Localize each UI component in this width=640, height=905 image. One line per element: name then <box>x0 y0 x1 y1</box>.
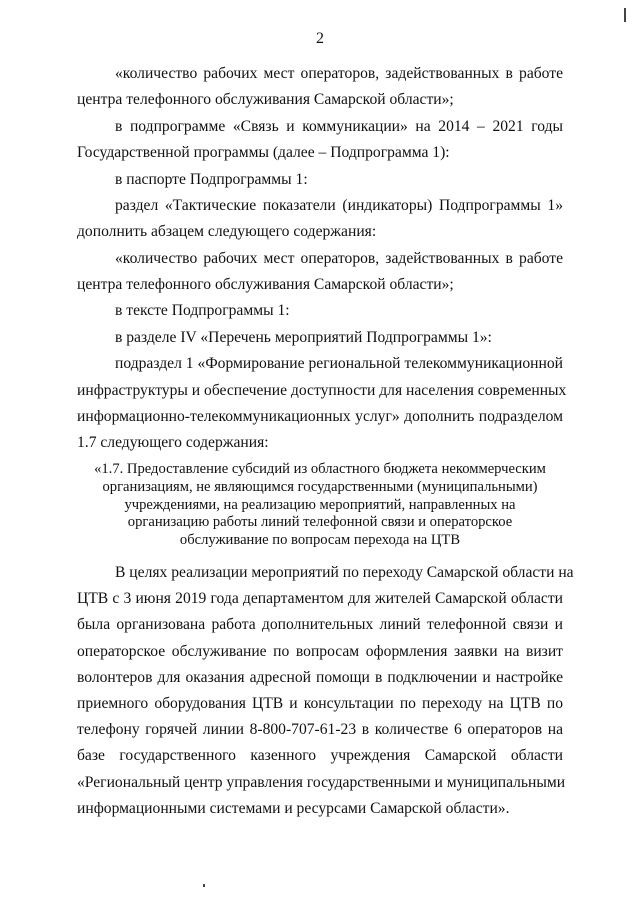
scan-mark <box>624 8 626 22</box>
text-line: приемного оборудования ЦТВ и консультации по переходу на ЦТВ по <box>77 695 563 712</box>
text-line: Государственной программы (далее – Подпрограмма 1): <box>77 144 450 161</box>
text-line: В целях реализации мероприятий по переходу Самарской области на <box>115 564 574 581</box>
text-line: в тексте Подпрограммы 1: <box>115 302 290 319</box>
text-line: «количество рабочих мест операторов, задействованных в работе <box>115 65 563 82</box>
text-line: «количество рабочих мест операторов, задействованных в работе <box>115 250 563 267</box>
text-line: операторское обслуживание по вопросам оформления заявки на визит <box>77 643 563 660</box>
text-line: информационно-телекоммуникационных услуг» дополнить подразделом <box>77 408 563 425</box>
text-line: «Региональный центр управления государственными и муниципальными <box>77 774 566 791</box>
text-line: ЦТВ с 3 июня 2019 года департаментом для жителей Самарской области <box>77 590 563 607</box>
text-line: центра телефонного обслуживания Самарской области»; <box>77 276 454 293</box>
text-line: раздел «Тактические показатели (индикаторы) Подпрограммы 1» <box>115 197 563 214</box>
text-line: инфраструктуры и обеспечение доступности для населения современных <box>77 382 567 399</box>
text-line: дополнить абзацем следующего содержания: <box>77 223 377 240</box>
text-line: в подпрограмме «Связь и коммуникации» на 2014 – 2021 годы <box>115 118 563 135</box>
text-line: информационными системами и ресурсами Самарской области». <box>77 800 510 817</box>
text-line: 1.7 следующего содержания: <box>77 434 269 451</box>
scan-mark <box>203 884 205 887</box>
text-line: телефону горячей линии 8-800-707-61-23 в количестве 6 операторов на <box>77 721 563 738</box>
quoted-heading-line: организацию работы линий телефонной связи и операторское <box>127 514 513 530</box>
text-line: центра телефонного обслуживания Самарской области»; <box>77 91 454 108</box>
page-number: 2 <box>316 30 324 47</box>
quoted-heading-line: организациям, не являющимся государственными (муниципальными) <box>102 479 538 495</box>
text-line: базе государственного казенного учреждения Самарской области <box>77 747 563 764</box>
quoted-heading-line: обслуживание по вопросам перехода на ЦТВ <box>179 532 461 548</box>
text-line: была организована работа дополнительных линий телефонной связи и <box>77 616 563 633</box>
quoted-heading-line: учреждениями, на реализацию мероприятий, направленных на <box>124 497 516 513</box>
text-line: в разделе IV «Перечень мероприятий Подпрограммы 1»: <box>115 329 492 346</box>
text-line: волонтеров для оказания адресной помощи в подключении и настройке <box>77 669 563 686</box>
text-line: в паспорте Подпрограммы 1: <box>115 171 308 188</box>
text-line: подраздел 1 «Формирование региональной телекоммуникационной <box>115 355 563 372</box>
quoted-heading-line: «1.7. Предоставление субсидий из областного бюджета некоммерческим <box>94 461 546 477</box>
